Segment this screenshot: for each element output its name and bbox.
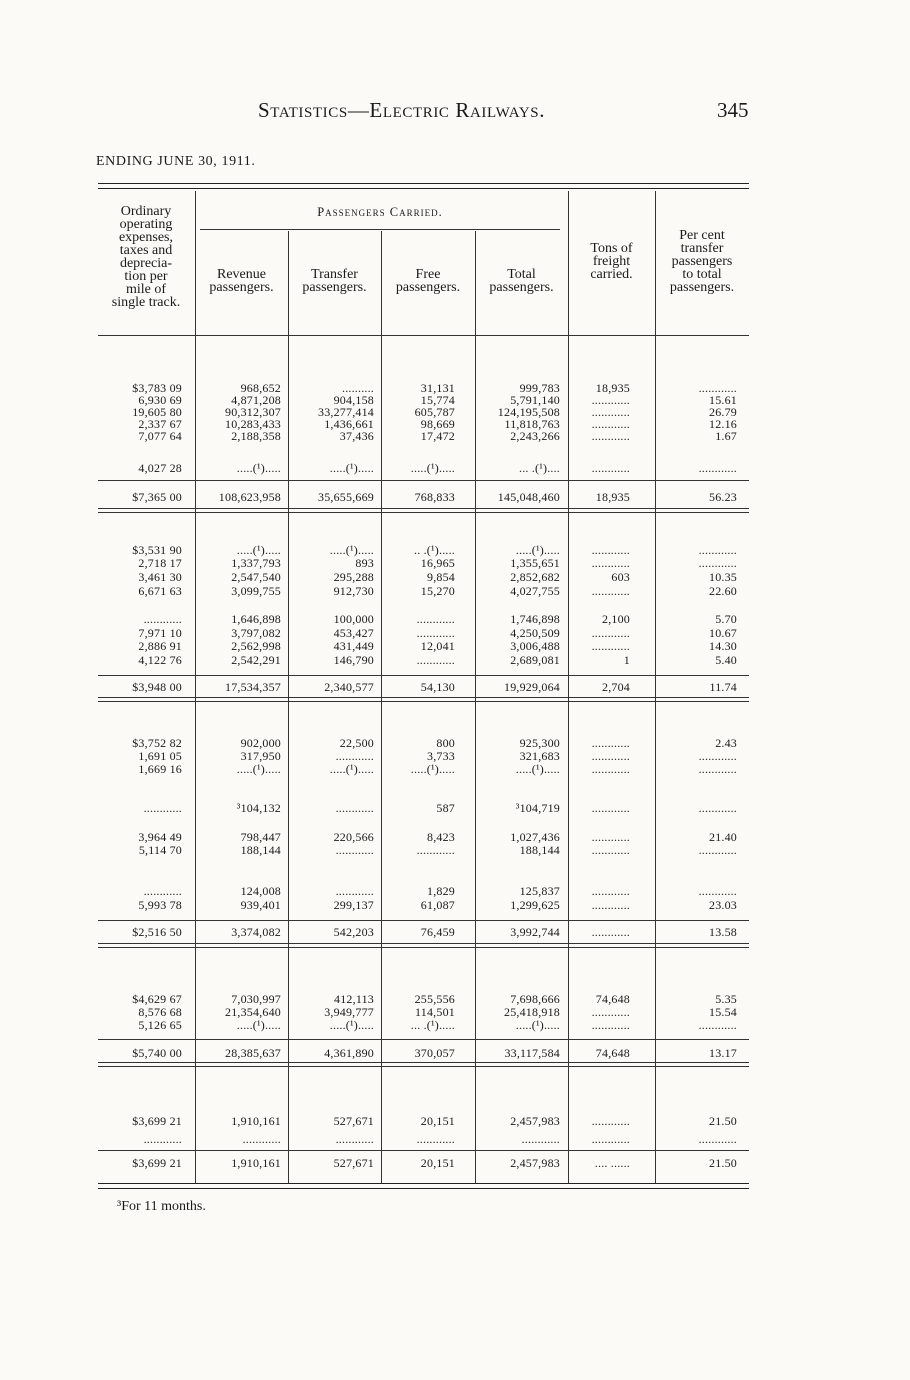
footnote: ³For 11 months. [117,1199,206,1214]
section-rule [98,480,749,481]
header-bottom-rule [98,335,749,336]
table-row: 2,886 91 2,562,998 431,449 12,041 3,006,488 ............ 14.30 [138,639,737,653]
page-header [0,98,910,126]
header-tons-freight: Tons of freight carried. [590,241,633,282]
table-row: $3,531 90 .....(¹)..... .....(¹)..... .. .(¹)..... .....(¹)..... ............ ............ [132,543,737,557]
column-divider [381,231,382,1183]
section-rule [98,1039,749,1040]
bottom-rule-thin [98,1188,749,1189]
header-revenue-passengers: Revenue passengers. [209,267,274,295]
table-row-total: $3,948 00 17,534,357 2,340,577 54,130 19,929,064 2,704 11.74 [132,680,737,694]
table-row: $3,752 82 902,000 22,500 800 925,300 ............ 2.43 [132,736,737,750]
section-rule [98,1066,749,1067]
statistics-table [98,191,749,1183]
table-row: 7,077 64 2,188,358 37,436 17,472 2,243,266 ............ 1.67 [138,429,737,443]
table-row: ............ ³104,132 ............ 587 ³104,719 ............ ............ [143,801,737,815]
table-row: ............ 124,008 ............ 1,829 125,837 ............ ............ [143,884,737,898]
table-row: $3,699 21 1,910,161 527,671 20,151 2,457,983 ............ 21.50 [132,1114,737,1128]
table-row: 3,964 49 798,447 220,566 8,423 1,027,436 ............ 21.40 [138,830,737,844]
table-row: 3,461 30 2,547,540 295,288 9,854 2,852,682 603 10.35 [138,570,737,584]
table-row: 8,576 68 21,354,640 3,949,777 114,501 25,418,918 ............ 15.54 [138,1005,737,1019]
table-row: 6,671 63 3,099,755 912,730 15,270 4,027,755 ............ 22.60 [138,584,737,598]
table-row: $4,629 67 7,030,997 412,113 255,556 7,698,666 74,648 5.35 [132,992,737,1006]
group-header-rule [200,229,560,230]
section-rule [98,1150,749,1151]
table-row: 4,122 76 2,542,291 146,790 ............ 2,689,081 1 5.40 [138,653,737,667]
section-rule [98,943,749,944]
section-rule [98,675,749,676]
table-row: $3,783 09 968,652 .......... 31,131 999,783 18,935 ............ [132,381,737,395]
table-row: 1,669 16 .....(¹)..... .....(¹)..... .....(¹)..... .....(¹)..... ............ ............ [138,762,737,776]
table-row: 19,605 80 90,312,307 33,277,414 605,787 124,195,508 ............ 26.79 [132,405,737,419]
top-rule-thin [98,188,749,189]
header-free-passengers: Free passengers. [395,267,461,295]
table-row: 7,971 10 3,797,082 453,427 ............ 4,250,509 ............ 10.67 [138,626,737,640]
table-row-total: $7,365 00 108,623,958 35,655,669 768,833 145,048,460 18,935 56.23 [132,490,737,504]
table-row: 6,930 69 4,871,208 904,158 15,774 5,791,140 ............ 15.61 [138,393,737,407]
table-row-total: $5,740 00 28,385,637 4,361,890 370,057 33,117,584 74,648 13.17 [132,1046,737,1060]
section-rule [98,512,749,513]
ending-date-line: ENDING JUNE 30, 1911. [96,154,256,169]
table-row-total: $3,699 21 1,910,161 527,671 20,151 2,457,983 .... ...... 21.50 [132,1156,737,1170]
running-title: Statistics—Electric Railways. [258,98,546,122]
table-row: 2,337 67 10,283,433 1,436,661 98,669 11,818,763 ............ 12.16 [138,417,737,431]
table-row: 4,027 28 .....(¹)..... .....(¹)..... .....(¹)..... ... .(¹).... ............ ............ [138,461,737,475]
section-rule [98,508,749,509]
header-percent-transfer: Per cent transfer passengers to total passengers. [669,228,735,295]
header-passengers-carried: Passengers Carried. [317,205,443,219]
header-operating-expenses: Ordinary operating expenses, taxes and deprecia- tion per mile of single track. [111,204,181,310]
header-total-passengers: Total passengers. [489,267,554,295]
bottom-rule [98,1183,749,1184]
table-row: 5,126 65 .....(¹)..... .....(¹)..... ... .(¹)..... .....(¹)..... ............ ............ [138,1018,737,1032]
column-divider [475,231,476,1183]
table-row: 5,993 78 939,401 299,137 61,087 1,299,625 ............ 23.03 [138,898,737,912]
table-row: 2,718 17 1,337,793 893 16,965 1,355,651 ............ ............ [138,556,737,570]
section-rule [98,947,749,948]
column-divider [288,231,289,1183]
table-row: ............ 1,646,898 100,000 ............ 1,746,898 2,100 5.70 [143,612,737,626]
header-transfer-passengers: Transfer passengers. [302,267,367,295]
table-row: ............ ............ ............ ............ ............ ............ ............ [143,1132,737,1146]
section-rule [98,701,749,702]
table-row-total: $2,516 50 3,374,082 542,203 76,459 3,992,744 ............ 13.58 [132,925,737,939]
section-rule [98,697,749,698]
section-rule [98,920,749,921]
table-row: 5,114 70 188,144 ............ ............ 188,144 ............ ............ [138,843,737,857]
top-rule [98,183,749,184]
table-row: 1,691 05 317,950 ............ 3,733 321,683 ............ ............ [138,749,737,763]
page-number: 345 [717,98,749,122]
section-rule [98,1062,749,1063]
